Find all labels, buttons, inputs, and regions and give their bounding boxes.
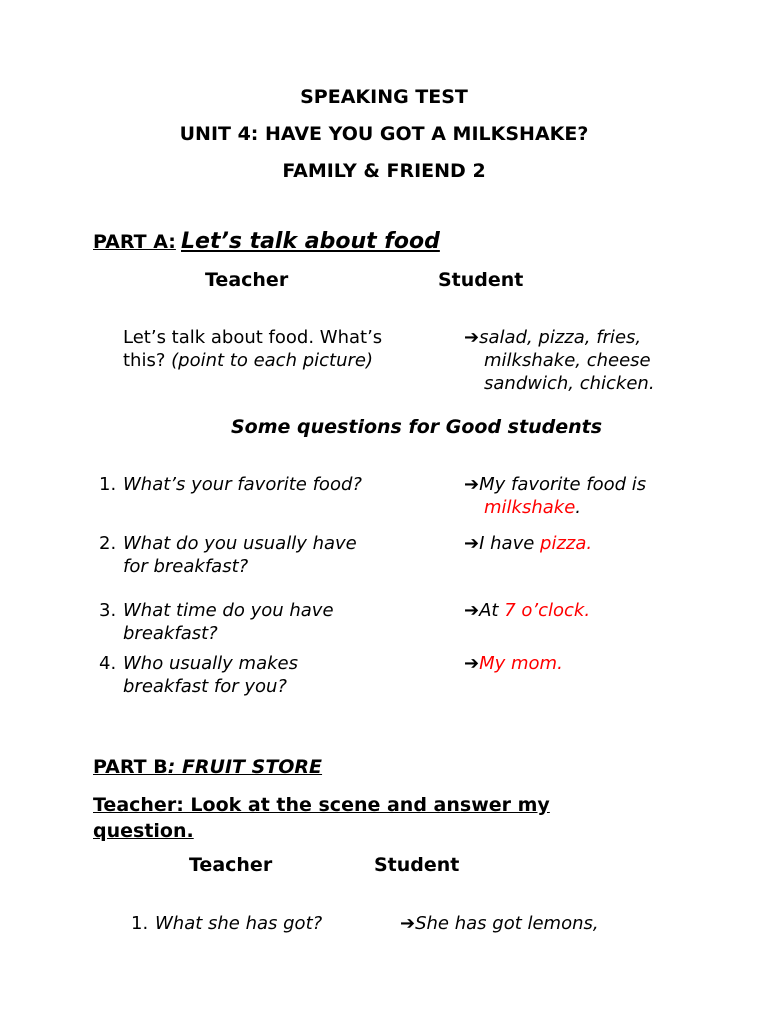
part-b-title: : FRUIT STORE [167,756,323,778]
intro-student-line-1: salad, pizza, fries, [479,327,642,348]
right-arrow-icon: ➔ [464,600,480,621]
part-b-col-teacher: Teacher [189,854,273,876]
answer-text: She has got lemons, [415,913,599,934]
header-line-3: FAMILY & FRIEND 2 [282,160,486,182]
right-arrow-icon: ➔ [464,653,480,674]
part-b-instruction [93,792,550,844]
part-b-heading [93,756,322,779]
question-4 [99,652,298,698]
question-text-line-2: breakfast for you? [123,676,287,697]
intro-student-line-2: milkshake, cheese [484,350,651,371]
right-arrow-icon: ➔ [464,533,480,554]
question-number: 1. [99,474,117,495]
intro-teacher-line-1: Let’s talk about food. What’s [123,327,383,348]
answer-3 [464,599,590,622]
part-b-label: PART B [93,756,168,778]
question-text: What she has got? [155,913,323,934]
intro-teacher-note: (point to each picture) [171,350,373,371]
question-number: 3. [99,600,117,621]
question-text: What’s your favorite food? [123,474,362,495]
right-arrow-icon: ➔ [464,327,480,348]
part-b-col-student: Student [374,854,460,876]
part-a-col-student: Student [438,269,524,291]
question-3 [99,599,334,645]
intro-teacher-line-2 [123,349,443,372]
part-b-instruction-line-1: Teacher: Look at the scene and answer my [93,794,550,816]
question-text: What time do you have [123,600,334,621]
part-b-instruction-line-2: question. [93,820,194,842]
question-number: 4. [99,653,117,674]
question-text: What do you usually have [123,533,357,554]
answer-highlight: pizza. [540,533,593,554]
part-a-heading [93,229,440,254]
intro-answer [464,326,655,395]
answer-1 [464,473,646,519]
right-arrow-icon: ➔ [400,913,416,934]
answer-highlight: 7 o’clock. [504,600,591,621]
question-text-line-2: for breakfast? [123,556,249,577]
intro-student-line-3: sandwich, chicken. [484,373,655,394]
header-line-1: SPEAKING TEST [300,86,468,108]
answer-suffix: . [575,497,582,518]
header-line-2: UNIT 4: HAVE YOU GOT A MILKSHAKE? [179,123,589,145]
answer-text: At [479,600,505,621]
answer-highlight: My mom. [479,653,563,674]
question-2 [99,532,357,578]
answer-4 [464,652,563,675]
part-a-title: Let’s talk about food [181,229,440,254]
part-b-question-1 [131,912,322,935]
good-students-heading: Some questions for Good students [231,416,603,438]
question-text: Who usually makes [123,653,298,674]
intro-teacher [123,326,443,372]
part-b-answer-1 [400,912,599,935]
question-number: 1. [131,913,149,934]
answer-text: My favorite food is [479,474,647,495]
right-arrow-icon: ➔ [464,474,480,495]
part-a-label: PART A: [93,231,176,253]
answer-highlight: milkshake [484,497,576,518]
question-text-line-2: breakfast? [123,623,218,644]
question-1 [99,473,362,496]
question-number: 2. [99,533,117,554]
answer-2 [464,532,592,555]
intro-teacher-this: this? [123,350,166,371]
answer-text: I have [479,533,541,554]
part-a-col-teacher: Teacher [205,269,289,291]
